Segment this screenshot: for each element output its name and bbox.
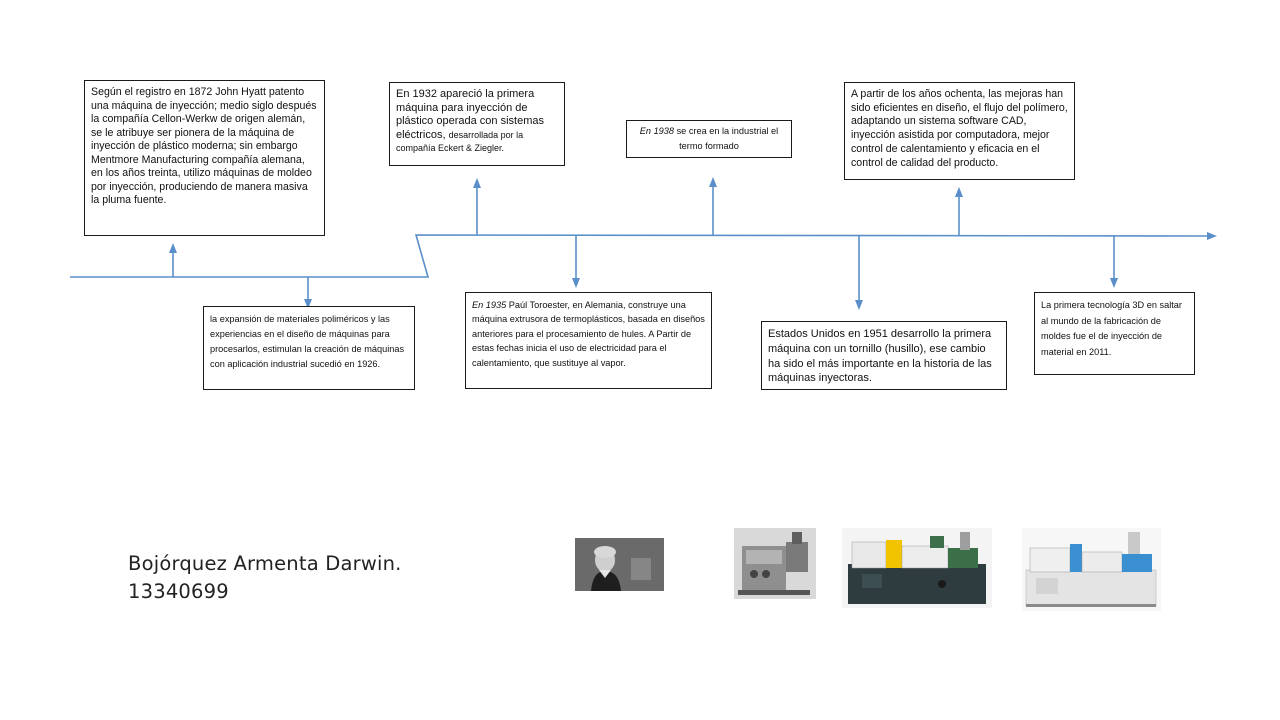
event-1926-box (203, 306, 415, 390)
event-2011-box (1034, 292, 1195, 375)
event-1872-box (84, 80, 325, 236)
event-1935-box (465, 292, 712, 389)
event-1926-text: la expansión de materiales poliméricos y las experiencias en el diseño de máquinas para procesarlos, estimulan la creación de máquinas con aplicación industrial sucedió en 1926. (210, 314, 405, 369)
author-name: Bojórquez Armenta Darwin. (128, 552, 402, 575)
event-1932-text-small: desarrollada por la compañía Eckert & Ziegler. (396, 129, 524, 154)
event-1938-text: se crea en la industrial el termo formado (674, 126, 779, 151)
event-1980s-text: A partir de los años ochenta, las mejoras han sido eficientes en diseño, el flujo del polímero, adaptando un sistema software CAD, inyección asistida por computadora, mejor control de calentamiento y eficacia en el control de calidad del producto. (851, 88, 1068, 169)
event-1935-lead: En 1935 (472, 300, 507, 310)
event-2011-text: La primera tecnología 3D en saltar al mundo de la fabricación de moldes fue el de inyección de material en 2011. (1041, 300, 1182, 357)
timeline-axis (70, 235, 1212, 277)
event-1938-box (626, 120, 792, 158)
author-block (128, 550, 402, 606)
event-1872-text: Según el registro en 1872 John Hyatt patento una máquina de inyección; medio siglo después la compañía Cellon-Werkw de origen alemán, se le atribuye ser pionera de la máquina de inyección de plástico moderna; sin embargo Mentmore Manufacturing compañía alemana, en los años treinta, utilizo máquinas de moldeo por inyección, produciendo de manera masiva la pluma fuente. (91, 86, 317, 206)
event-1935-text: Paúl Toroester, en Alemania, construye una máquina extrusora de termoplásticos, basada en diseños anteriores para el procesamiento de hules. A Partir de estas fechas inicia el uso de electricidad para el calentamiento, que sustituye al vapor. (472, 300, 705, 368)
john-hyatt-portrait (575, 538, 664, 591)
event-1951-text: Estados Unidos en 1951 desarrollo la primera máquina con un tornillo (husillo), ese cambio ha sido el más importante en la historia de las máquinas inyectoras. (768, 328, 992, 385)
event-1951-box (761, 321, 1007, 390)
event-1980s-box (844, 82, 1075, 180)
white-injection-machine-photo (1022, 528, 1161, 611)
event-1932-text: En 1932 apareció la primera máquina para inyección de plástico operada con sistemas eléctricos, (396, 88, 544, 141)
event-1938-lead: En 1938 (639, 126, 675, 136)
event-1932-box (389, 82, 565, 166)
author-id: 13340699 (128, 580, 229, 603)
modern-injection-machine-photo (842, 528, 992, 608)
early-injection-machine-photo (734, 528, 816, 599)
